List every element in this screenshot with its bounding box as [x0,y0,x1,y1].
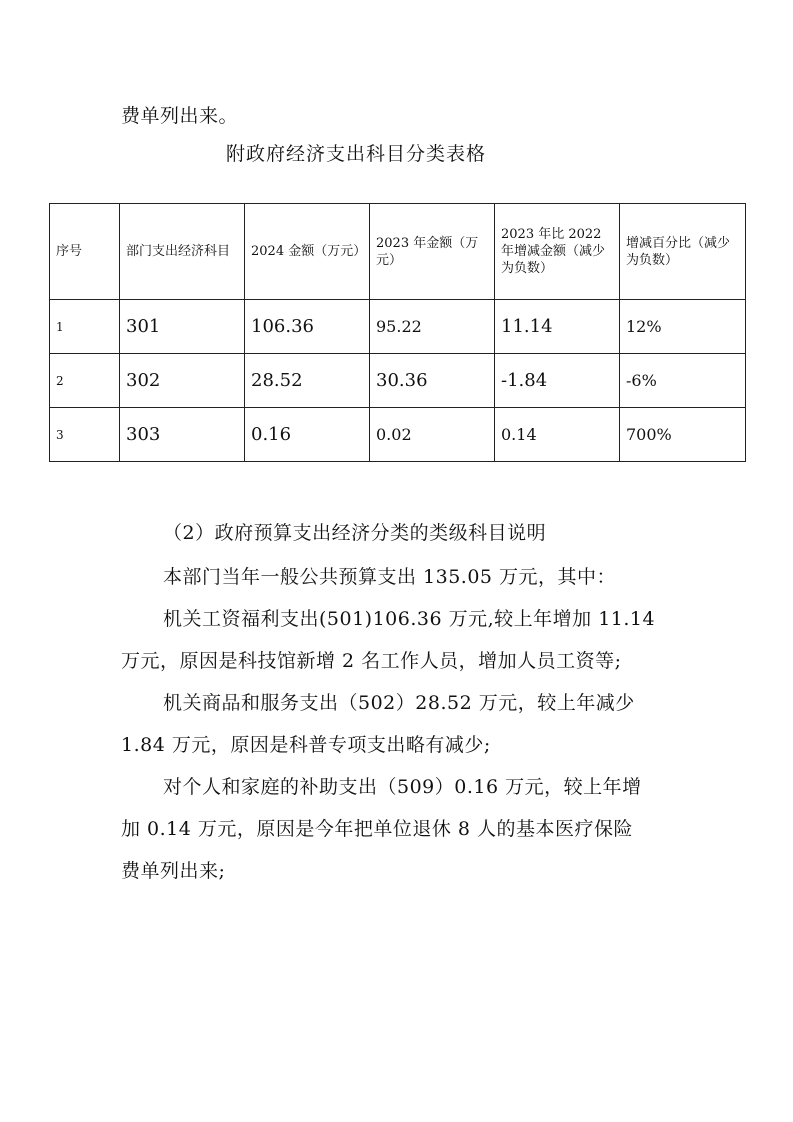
section-heading: （2）政府预算支出经济分类的类级科目说明 [163,522,547,544]
cell-amount-2023: 95.22 [370,300,495,354]
paragraph-subsidy-line-2: 加 0.14 万元，原因是今年把单位退休 8 人的基本医疗保险 [121,818,634,840]
cell-amount-2023: 30.36 [370,354,495,408]
table-header-row [50,204,746,300]
table-row [50,300,746,354]
cell-index: 1 [50,300,120,354]
cell-amount-2024: 106.36 [245,300,370,354]
cell-change-amount: -1.84 [495,354,620,408]
cell-amount-2024: 28.52 [245,354,370,408]
cell-subject: 302 [120,354,245,408]
paragraph-total-expenditure: 本部门当年一般公共预算支出 135.05 万元，其中： [163,566,617,588]
cell-index: 2 [50,354,120,408]
header-index: 序号 [50,204,120,300]
cell-change-percent: 700% [620,408,746,462]
top-text-fragment: 费单列出来。 [121,105,239,127]
paragraph-salary-line-2: 万元，原因是科技馆新增 2 名工作人员，增加人员工资等; [121,650,622,672]
cell-change-amount: 0.14 [495,408,620,462]
cell-index: 3 [50,408,120,462]
cell-change-amount: 11.14 [495,300,620,354]
table-row [50,408,746,462]
table-row [50,354,746,408]
paragraph-subsidy-line-3: 费单列出来; [121,860,226,882]
cell-amount-2023: 0.02 [370,408,495,462]
header-economic-subject: 部门支出经济科目 [120,204,245,300]
cell-subject: 301 [120,300,245,354]
cell-change-percent: 12% [620,300,746,354]
paragraph-salary-line-1: 机关工资福利支出(501)106.36 万元,较上年增加 11.14 [163,608,656,630]
cell-change-percent: -6% [620,354,746,408]
header-change-amount: 2023 年比 2022 年增减金额（减少为负数） [495,204,620,300]
header-amount-2023: 2023 年金额（万元） [370,204,495,300]
expenditure-table [49,203,746,462]
cell-subject: 303 [120,408,245,462]
table-title: 附政府经济支出科目分类表格 [226,143,487,165]
cell-amount-2024: 0.16 [245,408,370,462]
header-amount-2024: 2024 金额（万元） [245,204,370,300]
paragraph-goods-services-line-1: 机关商品和服务支出（502）28.52 万元，较上年减少 [163,692,635,714]
paragraph-goods-services-line-2: 1.84 万元，原因是科普专项支出略有减少; [121,734,491,756]
paragraph-subsidy-line-1: 对个人和家庭的补助支出（509）0.16 万元，较上年增 [163,776,642,798]
header-change-percent: 增减百分比（减少为负数） [620,204,746,300]
